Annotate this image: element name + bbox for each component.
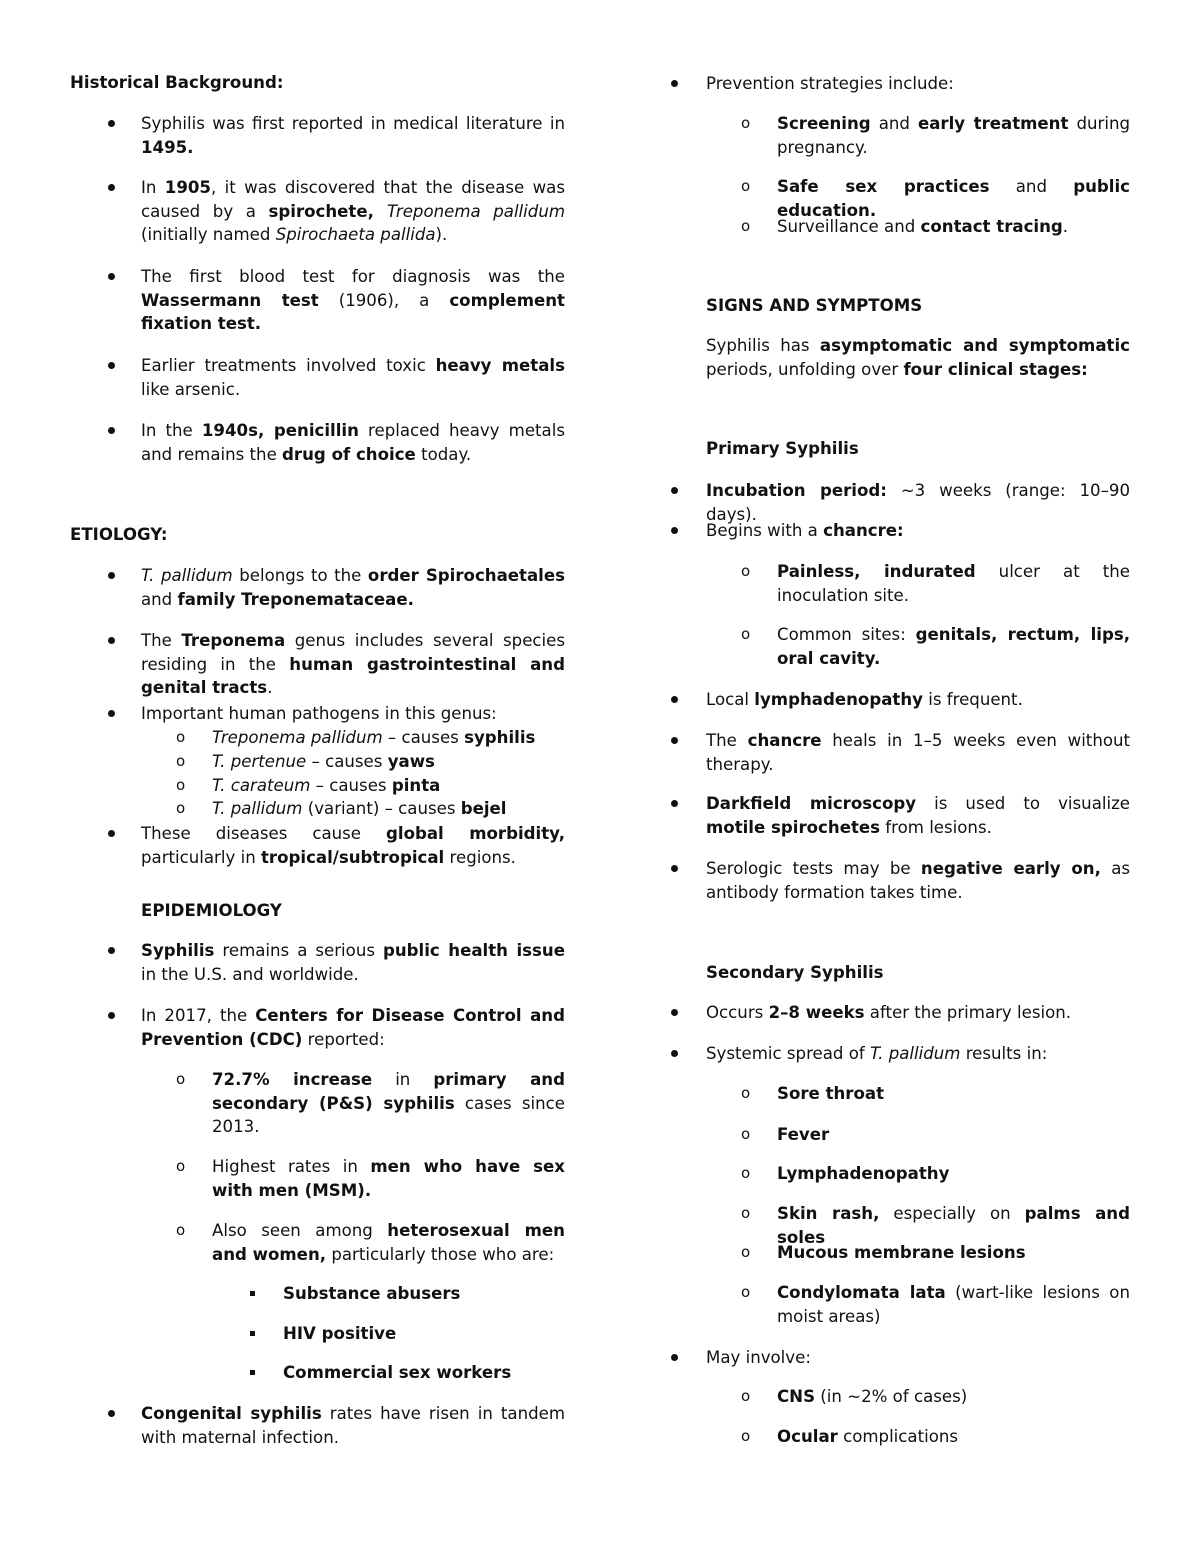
bullet-icon [108,362,115,369]
list-item: o Sore throat [635,1082,1130,1106]
list-item: o Lymphadenopathy [635,1162,1130,1186]
list-item: Prevention strategies include: [635,72,1130,96]
bullet-icon [671,487,678,494]
circle-bullet-icon: o [176,1221,186,1239]
list-item: o Surveillance and contact tracing. [635,215,1130,239]
circle-bullet-icon: o [176,728,186,746]
list-item: Darkfield microscopy is used to visualize motile spirochetes from lesions. [635,792,1130,839]
circle-bullet-icon: o [741,177,751,195]
circle-bullet-icon: o [741,217,751,235]
list-item: These diseases cause global morbidity, particularly in tropical/subtropical regions. [70,822,565,869]
list-item: May involve: [635,1346,1130,1370]
list-item: o Highest rates in men who have sex with men (MSM). [176,1157,565,1200]
bullet-icon [671,800,678,807]
bullet-icon [108,830,115,837]
bullet-icon [671,1009,678,1016]
list-item: o T. pertenue – causes yaws [70,750,565,774]
bullet-icon [671,865,678,872]
list-item: In 1905, it was discovered that the disease was caused by a spirochete, Treponema pallidum (initially named Spirochaeta pallida). [70,176,565,247]
bullet-icon [671,1354,678,1361]
list-item: Commercial sex workers [70,1361,565,1385]
circle-bullet-icon: o [741,562,751,580]
circle-bullet-icon: o [741,1084,751,1102]
circle-bullet-icon: o [176,799,186,817]
bullet-icon [108,572,115,579]
list-item: o Safe sex practices and public education. [741,177,1130,220]
list-item: Substance abusers [70,1282,565,1306]
circle-bullet-icon: o [176,776,186,794]
list-item: o 72.7% increase in primary and secondary (P&S) syphilis cases since 2013. [176,1070,565,1136]
list-item: Important human pathogens in this genus: [70,702,565,726]
bullet-icon [671,737,678,744]
list-item: o Treponema pallidum – causes syphilis [70,726,565,750]
list-item: In the 1940s, penicillin replaced heavy metals and remains the drug of choice today. [70,419,565,466]
list-item: Syphilis was first reported in medical literature in 1495. [70,112,565,159]
circle-bullet-icon: o [741,625,751,643]
list-item: o Mucous membrane lesions [635,1241,1130,1265]
list-item: Earlier treatments involved toxic heavy metals like arsenic. [70,354,565,401]
bullet-icon [108,1410,115,1417]
bullet-icon [108,427,115,434]
circle-bullet-icon: o [741,1427,751,1445]
signs-heading: SIGNS AND SYMPTOMS [706,296,923,315]
list-item: o Condylomata lata (wart-like lesions on moist areas) [741,1283,1130,1326]
bullet-icon [671,696,678,703]
circle-bullet-icon: o [741,1387,751,1405]
list-item: Serologic tests may be negative early on, as antibody formation takes time. [635,857,1130,904]
list-item: o Screening and early treatment during pregnancy. [741,114,1130,157]
bullet-icon [108,120,115,127]
circle-bullet-icon: o [741,1204,751,1222]
square-bullet-icon [250,1331,255,1336]
list-item: Congenital syphilis rates have risen in tandem with maternal infection. [70,1402,565,1449]
list-item: o T. carateum – causes pinta [70,774,565,798]
list-item: o Ocular complications [635,1425,1130,1449]
list-item: o Painless, indurated ulcer at the inoculation site. [741,562,1130,605]
list-item: The Treponema genus includes several species residing in the human gastrointestinal and genital tracts. [70,629,565,700]
bullet-icon [671,527,678,534]
circle-bullet-icon: o [741,114,751,132]
bullet-icon [108,710,115,717]
list-item: o Common sites: genitals, rectum, lips, oral cavity. [741,625,1131,668]
list-item: Local lymphadenopathy is frequent. [635,688,1130,712]
circle-bullet-icon: o [176,752,186,770]
bullet-icon [671,80,678,87]
circle-bullet-icon: o [176,1070,186,1088]
list-item: o Fever [635,1123,1130,1147]
circle-bullet-icon: o [741,1243,751,1261]
etiology-heading: ETIOLOGY: [70,525,168,544]
bullet-icon [108,947,115,954]
historical-heading: Historical Background: [70,73,284,92]
square-bullet-icon [250,1370,255,1375]
bullet-icon [108,184,115,191]
square-bullet-icon [250,1291,255,1296]
list-item: o Also seen among heterosexual men and women, particularly those who are: [176,1221,565,1264]
list-item: Incubation period: ~3 weeks (range: 10–90 days). [635,479,1130,526]
list-item: HIV positive [70,1322,565,1346]
list-item: o Skin rash, especially on palms and soles [741,1204,1130,1247]
circle-bullet-icon: o [176,1157,186,1175]
list-item: T. pallidum belongs to the order Spirochaetales and family Treponemataceae. [70,564,565,611]
list-item: o CNS (in ~2% of cases) [635,1385,1130,1409]
bullet-icon [108,637,115,644]
list-item: In 2017, the Centers for Disease Control and Prevention (CDC) reported: [70,1004,565,1051]
bullet-icon [671,1050,678,1057]
list-item: The chancre heals in 1–5 weeks even without therapy. [635,729,1130,776]
bullet-icon [108,273,115,280]
list-item: Systemic spread of T. pallidum results in: [635,1042,1130,1066]
circle-bullet-icon: o [741,1283,751,1301]
list-item: Begins with a chancre: [635,519,1130,543]
list-item: Syphilis remains a serious public health issue in the U.S. and worldwide. [70,939,565,986]
circle-bullet-icon: o [741,1125,751,1143]
list-item: Occurs 2–8 weeks after the primary lesion. [635,1001,1130,1025]
secondary-heading: Secondary Syphilis [706,963,884,982]
epidemiology-heading: EPIDEMIOLOGY [141,901,282,920]
list-item: o T. pallidum (variant) – causes bejel [70,797,565,821]
primary-heading: Primary Syphilis [706,439,859,458]
signs-intro: Syphilis has asymptomatic and symptomatic periods, unfolding over four clinical stages: [706,336,1130,379]
list-item: The first blood test for diagnosis was the Wassermann test (1906), a complement fixation test. [70,265,565,336]
circle-bullet-icon: o [741,1164,751,1182]
bullet-icon [108,1012,115,1019]
